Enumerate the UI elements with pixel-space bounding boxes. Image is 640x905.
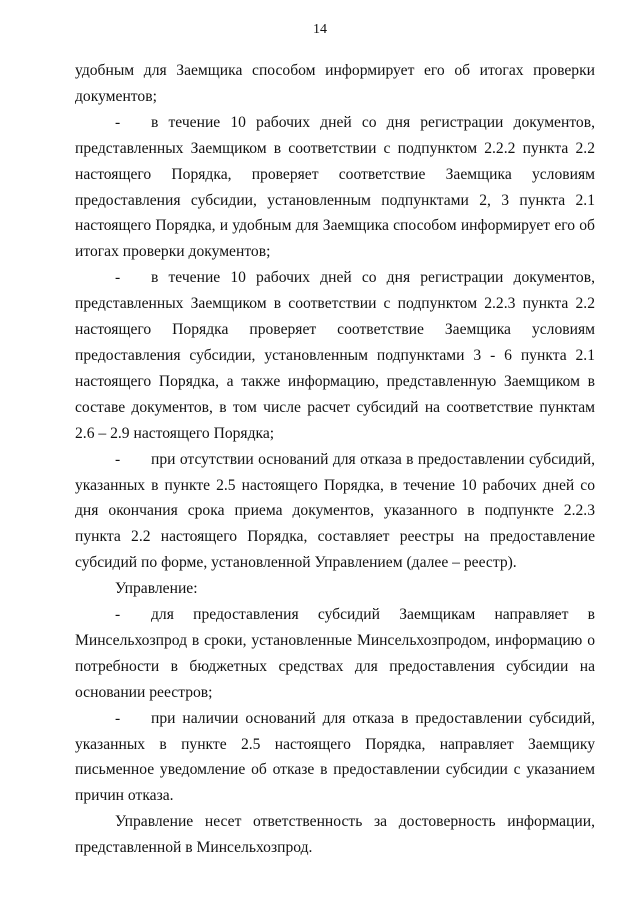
paragraph [75, 809, 595, 861]
list-item-text: при наличии оснований для отказа в предоставлении субсидий, указанных в пункте 2.5 настоящего Порядка, направляет Заемщику письменное уведомление об отказе в предоставлении субсидии с указанием причин отказа. [75, 709, 595, 805]
list-item [75, 602, 595, 706]
list-dash: - [115, 450, 121, 468]
paragraph-text: удобным для Заемщика способом информирует его об итогах проверки документов; [75, 62, 595, 105]
list-dash: - [115, 113, 121, 131]
list-item-text: в течение 10 рабочих дней со дня регистрации документов, представленных Заемщиком в соответствии с подпунктом 2.2.3 пункта 2.2 настоящего Порядка проверяет соответствие Заемщика условиям предоставления субсидии, установленным подпунктами 3 - 6 пункта 2.1 настоящего Порядка, а также информацию, представленную Заемщиком в составе документов, в том числе расчет субсидий на соответствие пунктам 2.6 – 2.9 настоящего Порядка; [75, 269, 595, 442]
list-dash: - [115, 606, 121, 624]
list-item-text: при отсутствии оснований для отказа в предоставлении субсидий, указанных в пункте 2.5 настоящего Порядка, в течение 10 рабочих дней со дня окончания срока приема документов, указанного в подпункте 2.2.3 пункта 2.2 настоящего Порядка, составляет реестры на предоставление субсидий по форме, установленной Управлением (далее – реестр). [75, 450, 595, 572]
list-item-text: в течение 10 рабочих дней со дня регистрации документов, представленных Заемщиком в соответствии с подпунктом 2.2.2 пункта 2.2 настоящего Порядка, проверяет соответствие Заемщика условиям предоставления субсидии, установленным подпунктами 2, 3 пункта 2.1 настоящего Порядка, и удобным для Заемщика способом информирует его об итогах проверки документов; [75, 113, 595, 261]
list-dash: - [115, 269, 121, 287]
page-number: 14 [313, 22, 327, 37]
list-item [75, 706, 595, 810]
paragraph-heading [75, 576, 595, 602]
list-item [75, 265, 595, 446]
document-body [75, 58, 595, 861]
paragraph-continuation [75, 58, 595, 110]
list-dash: - [115, 709, 121, 727]
paragraph-text: Управление несет ответственность за достоверность информации, представленной в Минсельхозпрод. [75, 813, 595, 857]
list-item-text: для предоставления субсидий Заемщикам направляет в Минсельхозпрод в сроки, установленные Минсельхозпродом, информацию о потребности в бюджетных средствах для предоставления субсидии на основании реестров; [75, 606, 595, 701]
list-item [75, 110, 595, 265]
paragraph-text: Управление: [115, 580, 198, 598]
list-item [75, 447, 595, 577]
